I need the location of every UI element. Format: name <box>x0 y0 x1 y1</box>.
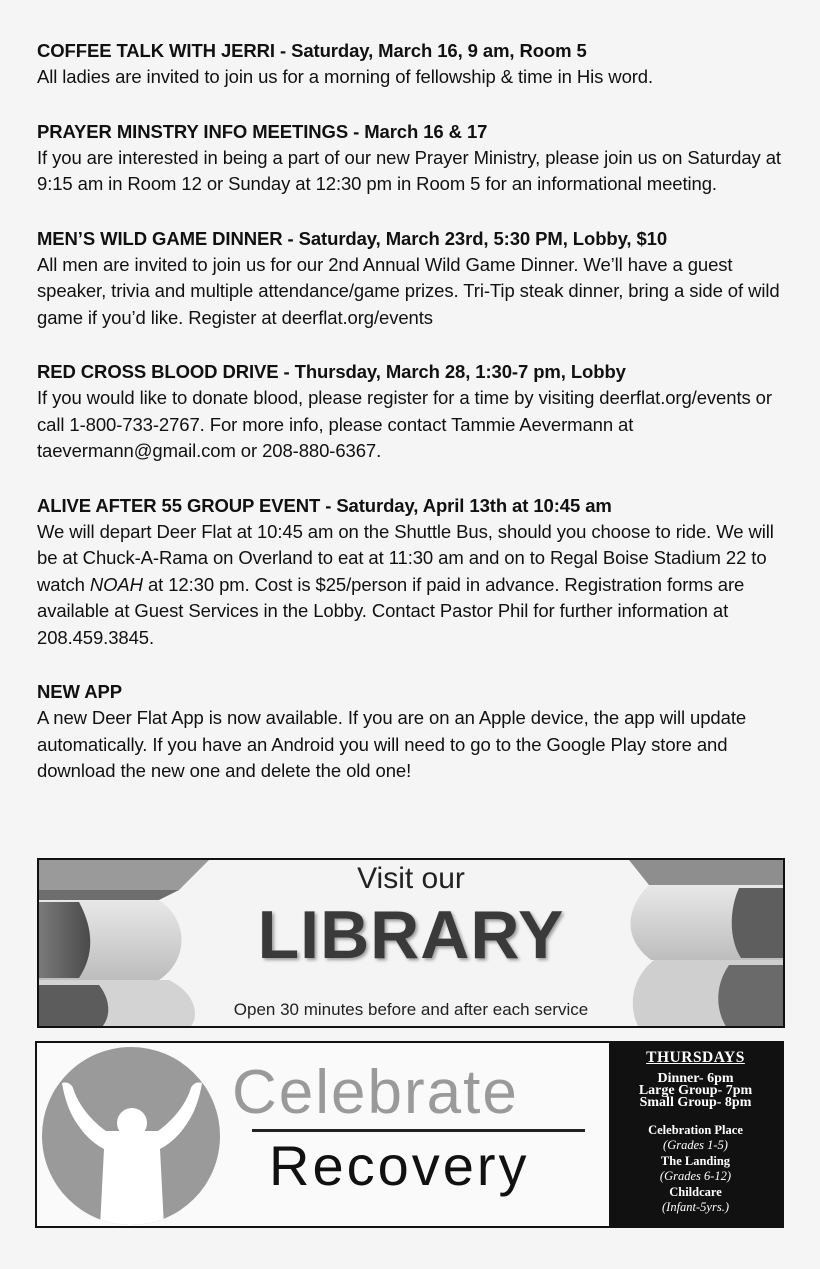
body-text: at 12:30 pm. Cost is $25/person if paid in advance. Registration forms are available at Guest Services in the Lobby. Contact Pastor Phil for further information at 208.459.3845. <box>37 573 745 648</box>
announcement-prayer-ministry <box>37 119 787 198</box>
announcement-body <box>37 519 787 652</box>
celebrate-recovery-banner <box>35 1041 784 1228</box>
place-grades: (Grades 6-12) <box>659 1169 732 1184</box>
announcement-body: All ladies are invited to join us for a morning of fellowship & time in His word. <box>37 66 654 87</box>
schedule-time: Small Group- 8pm <box>639 1095 752 1110</box>
place-name: Childcare <box>669 1184 722 1199</box>
place-name: Celebration Place <box>648 1123 743 1137</box>
celebrate-recovery-logo <box>37 1043 609 1226</box>
raised-arms-figure-icon <box>40 1045 222 1227</box>
place-grades: (Infant-5yrs.) <box>662 1200 729 1215</box>
announcement-new-app <box>37 679 787 785</box>
announcement-body: All men are invited to join us for our 2nd Annual Wild Game Dinner. We’ll have a guest speaker, trivia and multiple attendance/game prizes. Tri-Tip steak dinner, bring a side of wild game if you’d like. Register at deerflat.org/events <box>37 253 780 328</box>
schedule-panel <box>609 1043 782 1226</box>
library-title: LIBRARY <box>257 897 565 973</box>
announcements <box>37 38 787 813</box>
schedule-places <box>609 1123 782 1215</box>
announcement-heading: NEW APP <box>37 681 122 702</box>
announcement-alive-after-55 <box>37 493 787 652</box>
announcement-wild-game-dinner <box>37 226 787 332</box>
announcement-heading: PRAYER MINSTRY INFO MEETINGS - March 16 & 17 <box>37 120 488 142</box>
announcement-body: A new Deer Flat App is now available. If you are on an Apple device, the app will update automatically. If you have an Android you will need to go to the Google Play store and download the new one and delete the old one! <box>37 707 747 781</box>
body-text: We will depart Deer Flat at 10:45 am on the Shuttle Bus, should you choose to ride. We will be at Chuck-A-Rama on Overland to eat at 11:30 am and on to Regal Boise Stadium 22 to watch <box>37 520 774 595</box>
place-name: The Landing <box>660 1153 731 1168</box>
announcement-heading: ALIVE AFTER 55 GROUP EVENT - Saturday, April 13th at 10:45 am <box>37 494 612 516</box>
schedule-time: Large Group- 7pm <box>638 1083 753 1098</box>
library-banner <box>37 858 785 1028</box>
announcement-heading: COFFEE TALK WITH JERRI - Saturday, March 16, 9 am, Room 5 <box>37 40 587 61</box>
recovery-word: Recovery <box>269 1134 530 1197</box>
announcement-coffee-talk <box>37 38 787 91</box>
library-hours-note: Open 30 minutes before and after each service <box>233 1000 589 1019</box>
announcement-body: If you would like to donate blood, please register for a time by visiting deerflat.org/events or call 1-800-733-2767. For more info, please contact Tammie Aevermann at taevermann@gmail.com or 208-880-6367. <box>37 387 772 461</box>
announcement-heading: MEN’S WILD GAME DINNER - Saturday, March 23rd, 5:30 PM, Lobby, $10 <box>37 227 668 249</box>
schedule-day: THURSDAYS <box>646 1049 745 1066</box>
logo-divider <box>252 1129 585 1132</box>
schedule-time: Dinner- 6pm <box>657 1071 734 1086</box>
library-visit-text: Visit our <box>357 862 465 895</box>
movie-title: NOAH <box>89 573 143 595</box>
announcement-body: If you are interested in being a part of our new Prayer Ministry, please join us on Saturday at 9:15 am in Room 12 or Sunday at 12:30 pm in Room 5 for an informational meeting. <box>37 146 781 194</box>
place-grades: (Grades 1-5) <box>663 1138 728 1153</box>
announcement-heading: RED CROSS BLOOD DRIVE - Thursday, March 28, 1:30-7 pm, Lobby <box>37 361 626 382</box>
announcement-blood-drive <box>37 359 787 465</box>
celebrate-word: Celebrate <box>232 1058 519 1127</box>
schedule-times <box>609 1073 782 1109</box>
